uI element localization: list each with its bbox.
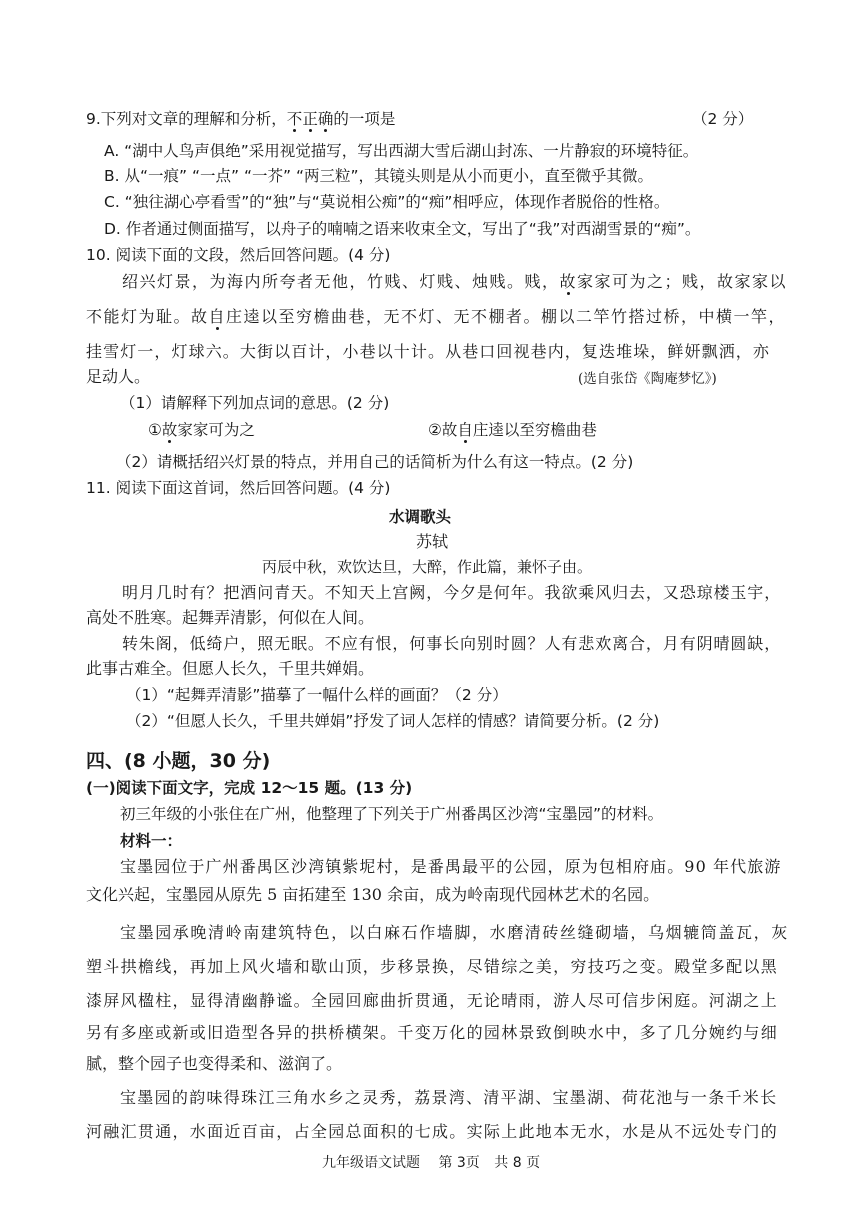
emphasis-dot-char: 确 — [317, 110, 334, 128]
poem-line-3: 转朱阁，低绮户，照无眠。不应有恨，何事长向别时圆？人有悲欢离合，月有阴晴圆缺， — [122, 634, 782, 653]
q11-sub-question-1: （1）“起舞弄清影”描摹了一幅什么样的画面？（2 分） — [126, 686, 508, 704]
material-line: 河融汇贯通，水面近百亩，占全园总面积的七成。实际上此地本无水，水是从不远处专门的 — [86, 1122, 779, 1141]
q9-option-a: A. “湖中人鸟声俱绝”采用视觉描写，写出西湖大雪后湖山封冻、一片静寂的环境特征。 — [104, 142, 699, 160]
q10-source: (选自张岱《陶庵梦忆》) — [578, 371, 717, 387]
q9-option-b: B. 从“一痕” “一点” “一芥” “两三粒”，其镜头则是从小而更小，直至微乎其微。 — [104, 167, 654, 185]
material-line: 宝墨园承晚清岭南建筑特色，以白麻石作墙脚，水磨清砖丝缝砌墙，乌烟辘筒盖瓦，灰 — [120, 923, 789, 942]
poem-line-2: 高处不胜寒。起舞弄清影，何似在人间。 — [86, 608, 375, 627]
emphasis-dot-char: 自 — [457, 421, 473, 439]
poem-line-4: 此事古难全。但愿人长久，千里共婵娟。 — [86, 659, 375, 678]
q11-sub-question-2: （2）“但愿人长久，千里共婵娟”抒发了词人怎样的情感？请简要分析。(2 分) — [126, 712, 660, 730]
emphasis-dot-char: 故 — [559, 272, 578, 291]
q10-passage-line-3: 挂雪灯一，灯球六。大街以百计，小巷以十计。从巷口回视巷内，复迭堆垛，鲜妍飘洒，亦 — [86, 342, 771, 361]
material-line: 漆屏风楹柱，显得清幽静谧。全园回廊曲折贯通，无论晴雨，游人尽可信步闲庭。河湖之上 — [86, 991, 779, 1010]
footer-page-number: 第 3页 — [438, 1155, 480, 1171]
poem-line-1: 明月几时有？把酒问青天。不知天上宫阙，今夕是何年。我欲乘风归去，又恐琼楼玉宇， — [122, 583, 782, 602]
q10-passage-line-1: 绍兴灯景，为海内所夸者无他，竹贱、灯贱、烛贱。贱，故家家可为之；贱，故家家以 — [122, 272, 788, 291]
section-intro: 初三年级的小张住在广州，他整理了下列关于广州番禺区沙湾“宝墨园”的材料。 — [120, 805, 664, 823]
q10-passage-line-4: 足动人。 — [86, 367, 151, 386]
q9-option-c: C. “独往湖心亭看雪”的“独”与“莫说相公痴”的“痴”相呼应，体现作者脱俗的性格。 — [104, 193, 670, 211]
q9-option-d: D. 作者通过侧面描写，以舟子的喃喃之语来收束全文，写出了“我”对西湖雪景的“痴”。 — [104, 220, 701, 238]
material-line: 宝墨园位于广州番禺区沙湾镇紫坭村，是番禺最平的公园，原为包相府庙。90 年代旅游 — [120, 857, 782, 876]
page-footer — [322, 1152, 540, 1174]
section-heading: 四、(8 小题，30 分) — [86, 750, 271, 772]
footer-exam-title: 九年级语文试题 — [322, 1155, 420, 1171]
q9-score: （2 分） — [692, 110, 754, 128]
q10-sub-question-1: （1）请解释下列加点词的意思。(2 分) — [120, 394, 390, 412]
material-line: 塑斗拱檐线，再加上风火墙和歇山顶，步移景换，尽错综之美，穷技巧之变。殿堂多配以黑 — [86, 957, 779, 976]
material-line: 宝墨园的韵味得珠江三角水乡之灵秀，荔景湾、清平湖、宝墨湖、荷花池与一条千米长 — [120, 1088, 778, 1107]
section-part-heading: (一)阅读下面文字，完成 12～15 题。(13 分) — [86, 779, 413, 797]
material-1-label: 材料一： — [120, 832, 183, 850]
q10-passage-line-2: 不能灯为耻。故自庄逵以至穷檐曲巷，无不灯、无不棚者。棚以二竿竹搭过桥，中横一竿， — [86, 307, 787, 326]
emphasis-dot-char: 故 — [161, 421, 178, 439]
q10-sub-question-2: （2）请概括绍兴灯景的特点，并用自己的话简析为什么有这一特点。(2 分) — [116, 453, 634, 471]
q11-stem: 11. 阅读下面这首词，然后回答问题。(4 分) — [86, 479, 391, 497]
footer-page-total: 共 8 页 — [494, 1155, 541, 1171]
q9-stem: 9.下列对文章的理解和分析，不正确的一项是 — [86, 110, 396, 128]
emphasis-dot-char: 自 — [208, 307, 227, 326]
q10-stem: 10. 阅读下面的文段，然后回答问题。(4 分) — [86, 246, 391, 264]
q10-word-1: ①故家家可为之 — [148, 421, 255, 439]
material-line: 腻，整个园子也变得柔和、滋润了。 — [86, 1054, 343, 1073]
poem-preface: 丙辰中秋，欢饮达旦，大醉，作此篇，兼怀子由。 — [262, 558, 593, 576]
poem-title: 水调歌头 — [389, 508, 452, 526]
q10-word-2: ②故自庄逵以至穷檐曲巷 — [428, 421, 597, 439]
emphasis-dot-char: 正 — [302, 110, 318, 128]
emphasis-dot-char: 不 — [286, 110, 303, 128]
poem-author: 苏轼 — [416, 532, 449, 551]
material-line: 另有多座或新或旧造型各异的拱桥横架。千变万化的园林景致倒映水中，多了几分婉约与细 — [86, 1023, 779, 1042]
material-line: 文化兴起，宝墨园从原先 5 亩拓建至 130 余亩，成为岭南现代园林艺术的名园。 — [86, 885, 660, 904]
